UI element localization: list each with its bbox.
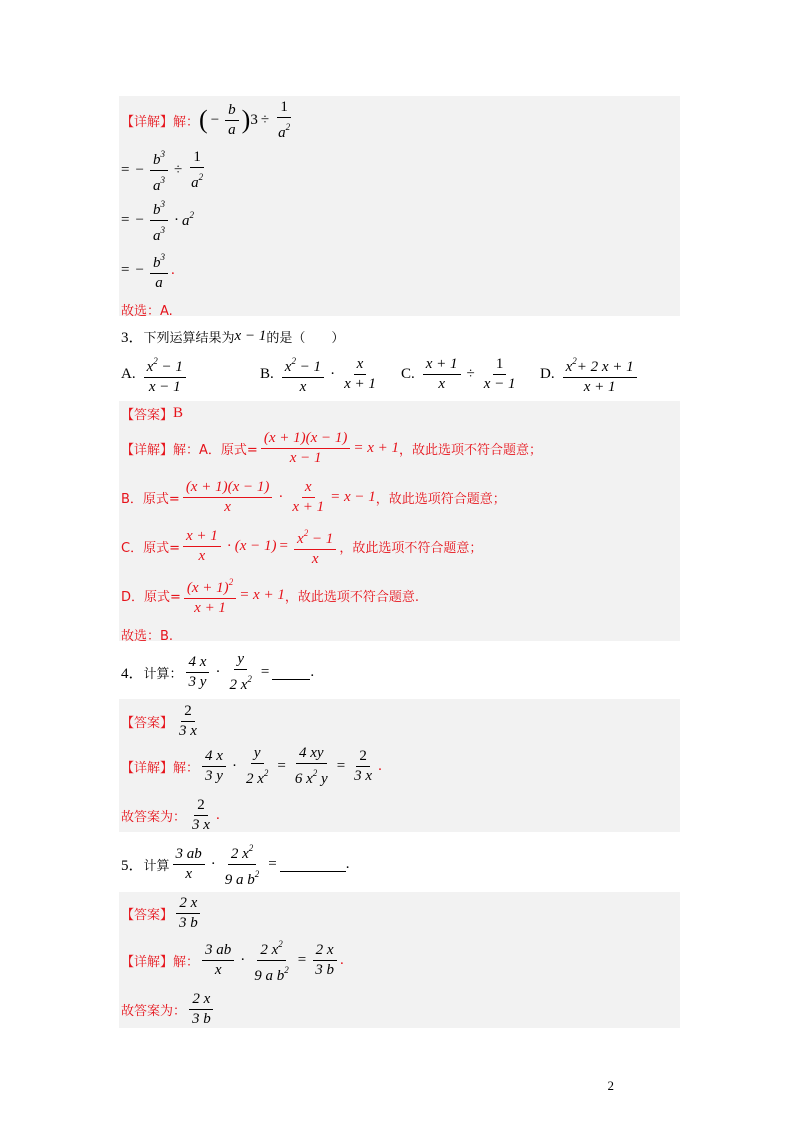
q3-detail-d: D．原式= $\frac{(x + 1)^2}{x + 1}$ = x + 1 ，故此选项不符合题意. (121, 575, 419, 615)
q3-option-c[interactable]: C. $\frac{x + 1}{x}$ ÷ $\frac{1}{x - 1}$ (401, 355, 516, 392)
q4-detail: 【详解】 解： $\frac{4 x}{3 y}$ · $\frac{y}{2 x^2}$ = $\frac{4 xy}{6 x^2 y}$ = $\frac{2}{3 x}$ . (121, 744, 382, 787)
q3-detail-c: C．原式= $\frac{x + 1}{x}$ · (x − 1) = $\frac{x^2 - 1}{x}$ ，故此选项不符合题意； (121, 526, 482, 566)
q3-detail-b: B．原式= $\frac{(x + 1)(x - 1)}{x}$ · $\frac{x}{x + 1}$ = x − 1 ，故此选项符合题意； (121, 478, 506, 515)
q4-stem: 4． 计算： $\frac{4 x}{3 y}$ · $\frac{y}{2 x^2}$ = . (121, 650, 315, 693)
q5-detail: 【详解】 解： $\frac{3 ab}{x}$ · $\frac{2 x^2}{9 a b^2}$ = $\frac{2 x}{3 b}$ . (121, 940, 344, 980)
q2-choose: 故选：A. (121, 303, 173, 319)
q4-answer: 【答案】 $\frac{2}{3 x}$ (121, 702, 197, 739)
page-number: 2 (607, 1078, 614, 1093)
answer-blank[interactable] (272, 665, 310, 680)
q4-final: 故答案为： $\frac{2}{3 x}$ . (121, 796, 220, 833)
q2-detail-line1: 【详解】 解： ( − $\frac{b}{a}$ ) 3 ÷ $\frac{1}{a^2}$ (121, 98, 291, 141)
q3-option-a[interactable]: A. $\frac{x^2 - 1}{x - 1}$ (121, 355, 189, 393)
q3-detail-a: 【详解】 解： A．原式= $\frac{(x + 1)(x - 1)}{x - 1}$ = x + 1 ，故此选项不符合题意； (121, 429, 543, 466)
q5-stem: 5． 计算 $\frac{3 ab}{x}$ · $\frac{2 x^2}{9 a b^2}$ = . (121, 844, 350, 884)
q2-detail-line3: = − $\frac{b^3}{a^3}$ · $a^2$ (121, 200, 194, 240)
q3-option-d[interactable]: D. $\frac{x^2+ 2 x + 1}{x + 1}$ (540, 355, 640, 393)
detail-tag: 【详解】 (121, 114, 174, 130)
q3-choose: 故选：B. (121, 628, 174, 644)
answer-blank[interactable] (280, 857, 346, 872)
jie-label: 解： (173, 114, 200, 130)
q3-stem: 3． 下列运算结果为 x − 1 的是（ ） (121, 327, 345, 346)
q3-answer: 【答案】 B (121, 404, 184, 423)
q5-final: 故答案为： $\frac{2 x}{3 b}$ (121, 990, 217, 1028)
q2-detail-line4: = − $\frac{b^3}{a}$ . (121, 250, 175, 290)
q2-detail-line2: = − $\frac{b^3}{a^3}$ ÷ $\frac{1}{a^2}$ (121, 150, 209, 190)
q3-option-b[interactable]: B. $\frac{x^2 - 1}{x}$ · $\frac{x}{x + 1}$ (260, 355, 382, 393)
q5-answer: 【答案】 $\frac{2 x}{3 b}$ (121, 894, 204, 932)
